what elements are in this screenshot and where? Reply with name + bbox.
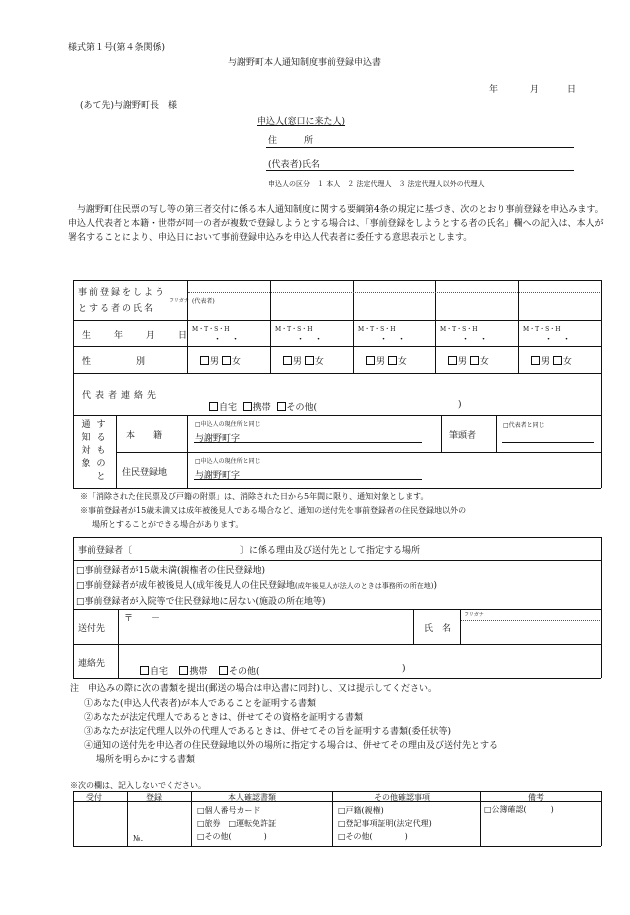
mobile-checkbox[interactable] xyxy=(243,402,252,411)
sex-options-2[interactable]: 男 女 xyxy=(283,354,324,367)
registrant-name-field-2[interactable] xyxy=(271,293,353,320)
docs-note-lead: 注 申込みの際に次の書類を提出(郵送の場合は申込書に同封)し、又は提示してください。 xyxy=(70,684,438,694)
send-name-label: 氏 名 xyxy=(424,624,452,634)
docs-note-4-cont: 場所を明らかにする書類 xyxy=(96,755,196,765)
juminchi-field[interactable] xyxy=(194,479,422,480)
applicant-address-label: 住 所 xyxy=(268,136,314,146)
docs-note-4: ④通知の送付先を申込者の住民登録地以外の場所に指定する場合は、併せてその理由及び送付先とする xyxy=(84,741,499,751)
mobile-checkbox[interactable] xyxy=(179,666,188,675)
id-doc-other[interactable]: □その他( ) xyxy=(197,832,267,841)
addressee: (あて先)与謝野町長 様 xyxy=(80,101,178,111)
sex-options-5[interactable]: 男 女 xyxy=(531,354,572,367)
birth-dots-3: ・ ・ xyxy=(379,335,407,345)
other-checkbox[interactable] xyxy=(219,666,228,675)
notify-vertical-label-a: 通 知 対 象 xyxy=(81,420,91,469)
registrant-name-field-3[interactable] xyxy=(354,293,435,320)
home-checkbox[interactable] xyxy=(209,402,218,411)
female-checkbox[interactable] xyxy=(470,356,479,365)
hittousha-label: 筆頭者 xyxy=(449,431,477,441)
id-doc-mynumber[interactable]: □個人番号カード xyxy=(197,806,261,815)
applicant-category: 申込人の区分 １ 本人 ２ 法定代理人 ３ 法定代理人以外の代理人 xyxy=(268,180,485,188)
reason-ward-checkbox[interactable]: □事前登録者が成年被後見人(成年後見人の住民登録地(成年後見人が法人のときは事務所の所在地)) xyxy=(76,581,438,591)
send-name-field[interactable] xyxy=(461,622,600,643)
registration-number-label: №. xyxy=(133,834,144,843)
female-checkbox[interactable] xyxy=(388,356,397,365)
send-address-label: 送付先 xyxy=(78,624,106,634)
honseki-label: 本 籍 xyxy=(126,431,163,441)
registrant-name-label-2: とする者の氏名 xyxy=(78,304,156,314)
other-checkbox[interactable] xyxy=(277,402,286,411)
check-registry-cert[interactable]: □登記事項証明(法定代理) xyxy=(338,819,432,828)
note-minor-ward-cont: 場所とすることができる場合があります。 xyxy=(92,520,244,529)
postal-code-field[interactable]: 〒 － xyxy=(124,614,161,624)
date-day-label: 日 xyxy=(567,85,577,95)
era-options-4[interactable]: M・T・S・H xyxy=(440,326,478,333)
female-checkbox[interactable] xyxy=(553,356,562,365)
notify-vertical-label-b: す る も の と xyxy=(96,420,106,482)
reason-hospital-checkbox[interactable]: □事前登録者が入院等で住民登録地に居ない(施設の所在地等) xyxy=(76,597,326,607)
birth-dots-1: ・ ・ xyxy=(213,335,241,345)
applicant-address-field[interactable] xyxy=(266,147,574,148)
registrant-name-field-1[interactable] xyxy=(188,293,270,320)
male-checkbox[interactable] xyxy=(366,356,375,365)
home-checkbox[interactable] xyxy=(140,666,149,675)
sex-options-3[interactable]: 男 女 xyxy=(366,354,407,367)
female-checkbox[interactable] xyxy=(305,356,314,365)
rep-contact-label: 代表者連絡先 xyxy=(82,391,161,401)
rep-contact-options[interactable]: 自宅 携帯 その他( xyxy=(209,400,317,413)
birth-dots-2: ・ ・ xyxy=(296,335,324,345)
reason-minor-checkbox[interactable]: □事前登録者が15歳未満(親権者の住民登録地) xyxy=(76,566,265,576)
docs-note-3: ③あなたが法定代理人以外の代理人であるときは、併せてその旨を証明する書類(委任状等) xyxy=(84,727,452,737)
form-number: 様式第１号(第４条関係) xyxy=(68,43,166,53)
juminchi-same-checkbox[interactable]: □申込人の現住所と同じ xyxy=(195,458,261,465)
registrant-name-field-5[interactable] xyxy=(519,293,601,320)
office-header-registration: 登録 xyxy=(146,793,162,802)
id-doc-passport-license[interactable]: □旅券 □運転免許証 xyxy=(197,819,277,828)
note-minor-ward: ※事前登録者が15歳未満又は成年被後見人である場合など、通知の送付先を事前登録者の住民登録地以外の xyxy=(80,506,467,515)
office-header-reception: 受付 xyxy=(86,793,102,802)
note-deleted-records: ※「消除された住民票及び戸籍の附票」は、消除された日から5年間に限り、通知対象とします。 xyxy=(80,492,429,501)
send-contact-options[interactable]: 自宅 携帯 その他( xyxy=(140,664,259,677)
remarks-public-record[interactable]: □公簿確認( ) xyxy=(484,805,554,814)
send-contact-label: 連絡先 xyxy=(78,659,106,669)
send-furigana-label: フリガナ xyxy=(464,612,484,618)
male-checkbox[interactable] xyxy=(283,356,292,365)
applicant-name-field[interactable] xyxy=(266,170,574,171)
date-month-label: 月 xyxy=(530,85,540,95)
era-options-2[interactable]: M・T・S・H xyxy=(275,326,313,333)
rep-contact-close: ) xyxy=(458,400,462,410)
docs-note-2: ②あなたが法定代理人であるときは、併せてその資格を証明する書類 xyxy=(84,713,364,723)
male-checkbox[interactable] xyxy=(448,356,457,365)
honseki-field[interactable] xyxy=(194,442,422,443)
intro-paragraph: 与謝野町住民票の写し等の第三者交付に係る本人通知制度に関する要綱第4条の規定に基づき、次のとおり事前登録を申込みます。申込人代表者と本籍・世帯が同一の者が複数で登録しようとする場合は、「事前登録をしようとする者の氏名」欄への記入は、本人が署名することにより、申込日において事前登録申込みを申込人代表者に委任する意思表示とします。 xyxy=(68,205,604,243)
birth-dots-5: ・ ・ xyxy=(544,335,572,345)
sex-label: 性 別 xyxy=(82,357,146,367)
office-header-id-docs: 本人確認書類 xyxy=(228,793,276,802)
birth-dots-4: ・ ・ xyxy=(461,335,489,345)
send-contact-close: ) xyxy=(402,664,406,674)
sex-options-1[interactable]: 男 女 xyxy=(200,354,241,367)
applicant-heading: 申込人(窓口に来た人) xyxy=(257,117,346,127)
female-checkbox[interactable] xyxy=(222,356,231,365)
era-options-5[interactable]: M・T・S・H xyxy=(523,326,561,333)
male-checkbox[interactable] xyxy=(200,356,209,365)
docs-note-1: ①あなた(申込人代表者)が本人であることを証明する書類 xyxy=(84,699,317,709)
document-title: 与謝野町本人通知制度事前登録申込書 xyxy=(228,58,382,68)
registrant-name-label-1: 事前登録をしよう xyxy=(78,288,167,298)
registrant-name-field-4[interactable] xyxy=(436,293,518,320)
check-other[interactable]: □その他( ) xyxy=(338,832,408,841)
applicant-name-label: (代表者)氏名 xyxy=(268,160,321,170)
representative-tag: (代表者) xyxy=(192,298,215,305)
check-koseki[interactable]: □戸籍(親権) xyxy=(338,806,384,815)
honseki-same-checkbox[interactable]: □申込人の現住所と同じ xyxy=(195,421,261,428)
era-options-1[interactable]: M・T・S・H xyxy=(192,326,230,333)
juminchi-label: 住民登録地 xyxy=(122,468,168,478)
sex-options-4[interactable]: 男 女 xyxy=(448,354,489,367)
date-year-label: 年 xyxy=(489,85,499,95)
hittousha-field[interactable] xyxy=(502,442,594,443)
send-header: 事前登録者〔 〕に係る理由及び送付先として指定する場所 xyxy=(78,546,421,556)
era-options-3[interactable]: M・T・S・H xyxy=(358,326,396,333)
hittousha-same-checkbox[interactable]: □代表者と同じ xyxy=(503,422,545,429)
birthdate-label: 生 年 月 日 xyxy=(82,331,195,341)
honseki-town: 与謝野町字 xyxy=(195,434,241,444)
male-checkbox[interactable] xyxy=(531,356,540,365)
office-header-other-checks: その他確認事項 xyxy=(374,793,430,802)
furigana-label: フリガナ xyxy=(169,298,189,304)
office-use-notice: ※次の欄は、記入しないでください。 xyxy=(70,781,206,790)
office-header-remarks: 備考 xyxy=(528,793,544,802)
juminchi-town: 与謝野町字 xyxy=(195,471,241,481)
